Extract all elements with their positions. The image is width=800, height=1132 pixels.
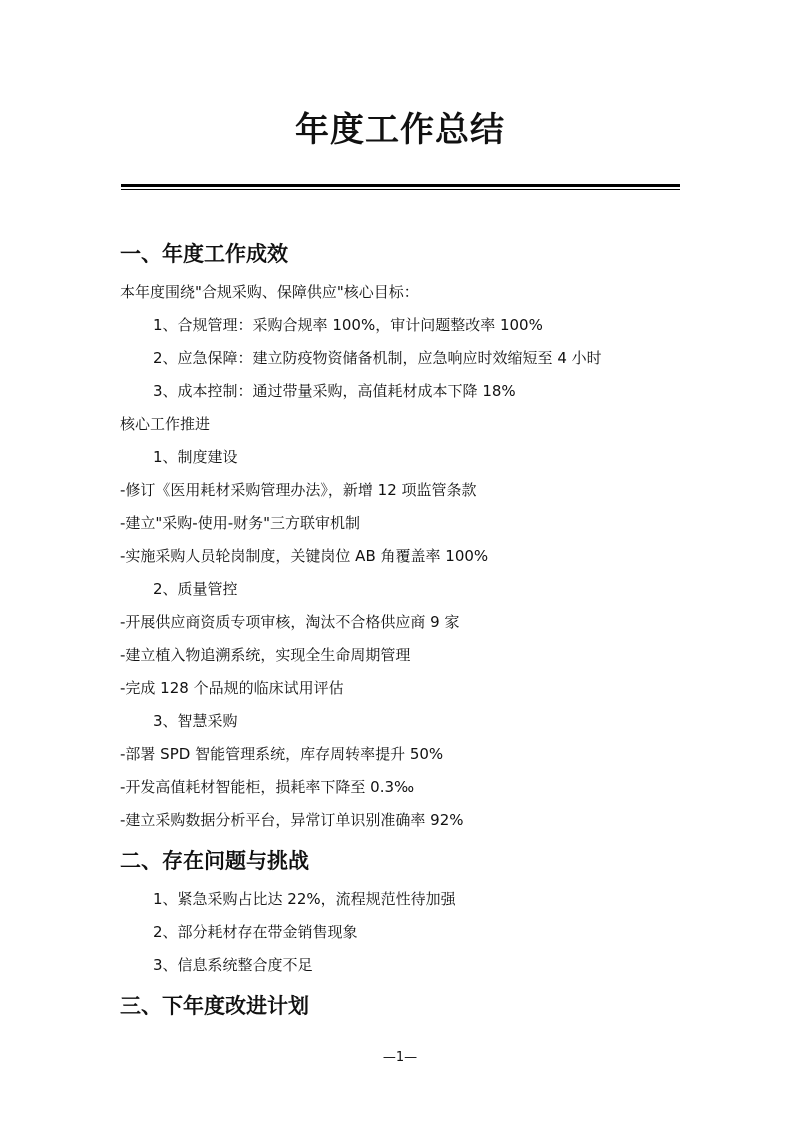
title-rule-thin (121, 189, 680, 190)
problem-item: 2、部分耗材存在带金销售现象 (153, 923, 358, 941)
list-item: -开展供应商资质专项审核，淘汰不合格供应商 9 家 (120, 613, 460, 631)
subsection-title-quality: 2、质量管控 (153, 580, 238, 598)
goal-item: 2、应急保障：建立防疫物资储备机制，应急响应时效缩短至 4 小时 (153, 349, 602, 367)
section-heading-problems: 二、存在问题与挑战 (120, 849, 309, 873)
section-intro: 本年度围绕"合规采购、保障供应"核心目标： (120, 283, 419, 301)
problem-item: 1、紧急采购占比达 22%，流程规范性待加强 (153, 890, 456, 908)
goal-item: 3、成本控制：通过带量采购，高值耗材成本下降 18% (153, 382, 516, 400)
title-rule-thick (121, 184, 680, 187)
subsection-title-smart-procurement: 3、智慧采购 (153, 712, 238, 730)
list-item: -建立"采购-使用-财务"三方联审机制 (120, 514, 361, 532)
list-item: -实施采购人员轮岗制度，关键岗位 AB 角覆盖率 100% (120, 547, 489, 565)
section-heading-achievements: 一、年度工作成效 (120, 242, 288, 266)
list-item: -完成 128 个品规的临床试用评估 (120, 679, 344, 697)
list-item: -部署 SPD 智能管理系统，库存周转率提升 50% (120, 745, 444, 763)
section-heading-plan: 三、下年度改进计划 (120, 994, 309, 1018)
subsection-title-system: 1、制度建设 (153, 448, 238, 466)
problem-item: 3、信息系统整合度不足 (153, 956, 313, 974)
document-title: 年度工作总结 (295, 110, 505, 150)
list-item: -开发高值耗材智能柜，损耗率下降至 0.3‰ (120, 778, 415, 796)
title-double-rule (121, 184, 680, 191)
list-item: -修订《医用耗材采购管理办法》，新增 12 项监管条款 (120, 481, 477, 499)
page-number: —1— (382, 1050, 418, 1065)
list-item: -建立采购数据分析平台，异常订单识别准确率 92% (120, 811, 464, 829)
goal-item: 1、合规管理：采购合规率 100%，审计问题整改率 100% (153, 316, 543, 334)
core-work-label: 核心工作推进 (120, 415, 211, 433)
document-body (120, 236, 690, 1028)
list-item: -建立植入物追溯系统，实现全生命周期管理 (120, 646, 411, 664)
